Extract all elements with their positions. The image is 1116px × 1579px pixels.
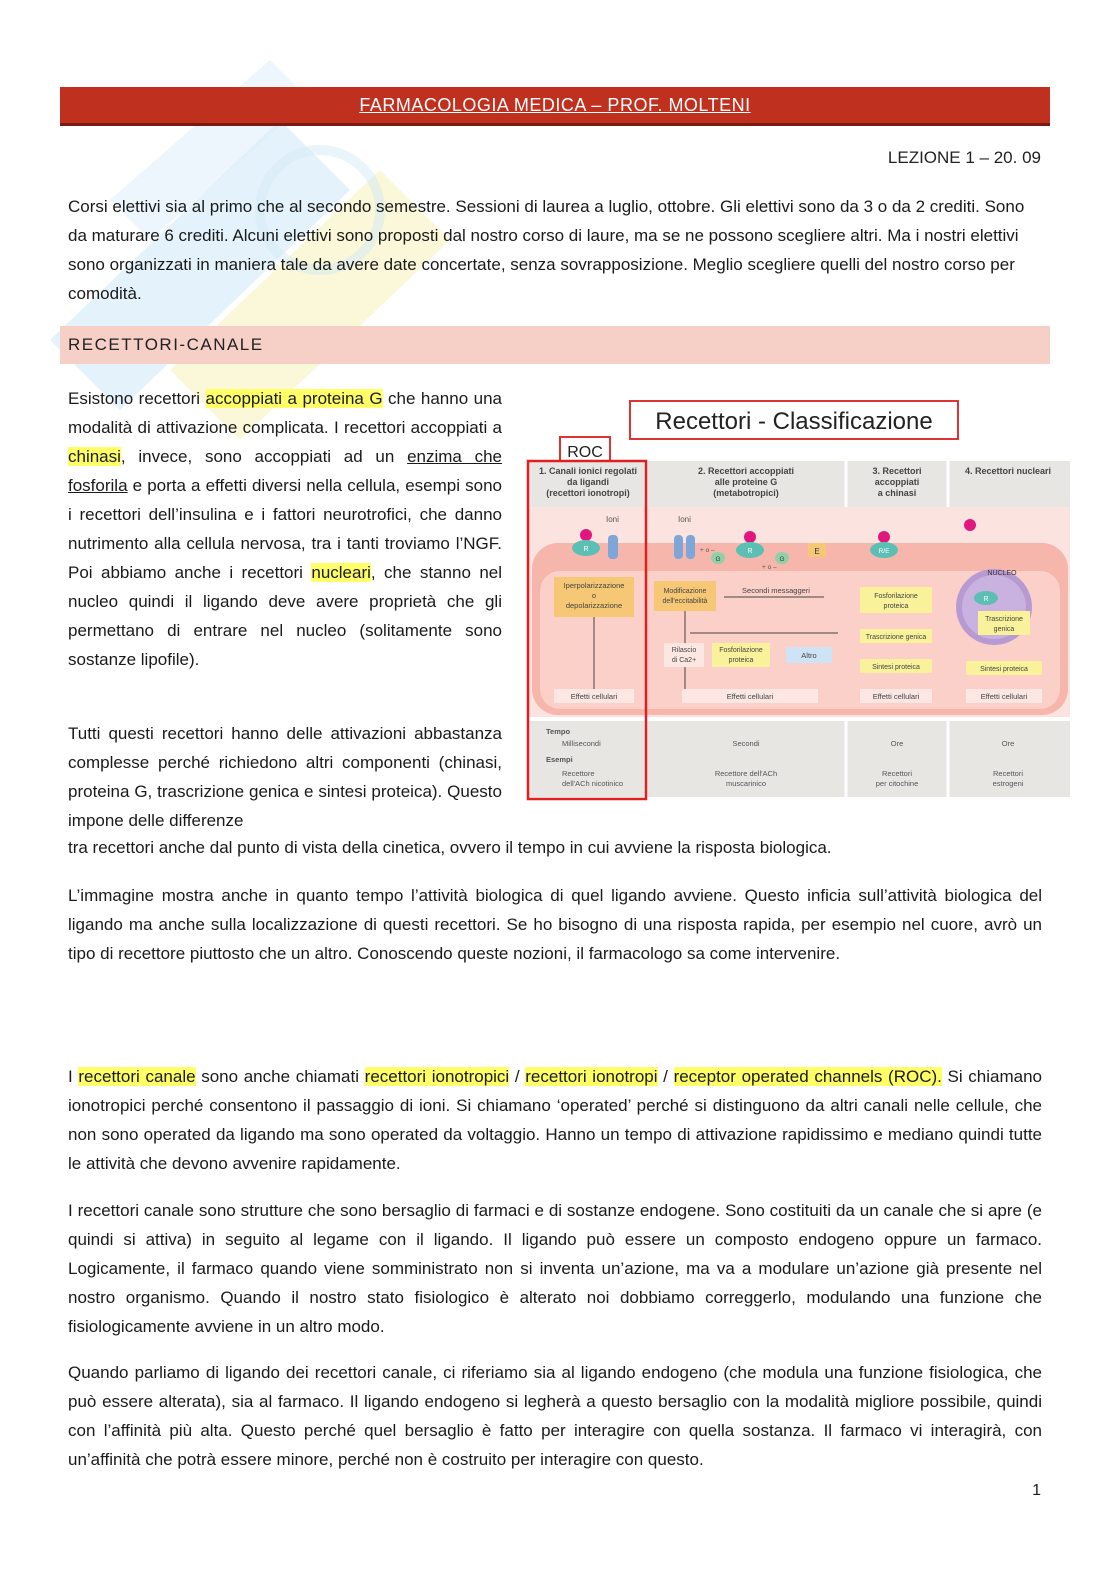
paragraph-6: Quando parliamo di ligando dei recettori canale, ci riferiamo sia al ligando endogeno (che modula una funzione fisiologica, che può essere alterata), sia al farmaco. Il ligando endogeno si legherà a questo bersaglio con la modalità migliore possibile, quindi con l’affinità più alta. Questo perché quel bersaglio è fatto per interagire con quella sostanza. Il farmaco vi interagirà, con un’affinità che potrà essere minore, perché non è costruito per interagire con questo. xyxy=(68,1363,1042,1469)
page-number: 1 xyxy=(1032,1482,1041,1499)
effetti-3: Effetti cellulari xyxy=(872,692,920,701)
esempio-4-line2: estrogeni xyxy=(992,779,1024,788)
col4-header-1: 4. Recettori nucleari xyxy=(964,466,1052,476)
g-protein-1: G xyxy=(715,556,721,563)
figure-title: Recettori - Classificazione xyxy=(655,408,933,435)
iper-2: o xyxy=(591,591,597,600)
col1-header-1: 1. Canali ionici regolati xyxy=(538,466,638,476)
column-paragraph-2-continuation: tra recettori anche dal punto di vista della cinetica, ovvero il tempo in cui avviene la risposta biologica. xyxy=(68,838,832,857)
highlight-term: accoppiati a proteina G xyxy=(205,389,383,408)
nucleo-label: NUCLEO xyxy=(987,570,1017,577)
iper-1: Iperpolarizzazione xyxy=(563,581,625,590)
section-header xyxy=(60,326,1050,364)
tempo-label: Tempo xyxy=(546,727,571,736)
col3-header-2: accoppiati xyxy=(874,477,920,487)
tempo-2: Secondi xyxy=(732,739,760,748)
sintesi-4: Sintesi proteica xyxy=(980,666,1028,673)
esempio-2-line1: Recettore dell'ACh xyxy=(714,769,778,778)
highlight-term: chinasi xyxy=(68,447,121,466)
paragraph-5: I recettori canale sono strutture che sono bersaglio di farmaci e di sostanze endogene. Sono costituiti da un canale che si apre (e quindi si attiva) in seguito al legame con il ligando. Il ligando può essere un composto endogeno oppure un farmaco. Logicamente, il farmaco quando viene somministrato non si inventa un’azione, ma va a modulare un’azione già presente nel nostro organismo. Quando il nostro stato fisiologico è alterato noi dobbiamo correggerlo, modulando una funzione che fisiologicamente avviene in un altro modo. xyxy=(68,1201,1042,1336)
column-paragraph-1: Esistono recettori accoppiati a proteina G che hanno una modalità di attivazione complicata. I recettori accoppiati a chinasi, invece, sono accoppiati ad un enzima che fosforila e porta a effetti diversi nella cellula, esempi sono i recettori dell’insulina e i fattori neurotrofici, che danno nutrimento alla cellula nervosa, tra i tanti troviamo l’NGF. Poi abbiamo anche i recettori nucleari, che stanno nel nucleo quindi il ligando deve avere proprietà che gli permettano di entrare nel nucleo (solitamente sono sostanze lipofile). xyxy=(68,389,503,669)
g-protein-2: G xyxy=(779,556,785,563)
ioni-label-2: Ioni xyxy=(678,515,691,524)
lesson-label: LEZIONE 1 – 20. 09 xyxy=(887,148,1041,167)
esempio-3-line1: Recettori xyxy=(881,769,913,778)
column-paragraph-2: Tutti questi recettori hanno delle attivazioni abbastanza complesse perché richiedono altri componenti (chinasi, proteina G, trascrizione genica e sintesi proteica). Questo impone delle differenze xyxy=(68,724,502,830)
highlight-term: nucleari xyxy=(311,563,371,582)
secondi-messaggeri: Secondi messaggeri xyxy=(742,586,810,595)
esempio-2-line2: muscarinico xyxy=(725,779,767,788)
effector-E: E xyxy=(814,547,820,556)
fosf-prot-3-line1: Fosforilazione xyxy=(874,593,918,600)
effetti-2: Effetti cellulari xyxy=(726,692,774,701)
effetti-1: Effetti cellulari xyxy=(570,692,618,701)
receptor-classification-figure xyxy=(524,395,1074,805)
iper-3: depolarizzazione xyxy=(565,601,623,610)
rilascio-2: di Ca2+ xyxy=(671,657,697,664)
roc-label: ROC xyxy=(567,444,603,461)
receptor-R-4: R xyxy=(983,596,989,603)
modif-2: dell'eccitabilità xyxy=(662,598,708,605)
paragraph-3: L’immagine mostra anche in quanto tempo l’attività biologica di quel ligando avviene. Questo inficia sull’attività biologica del ligando ma anche sulla localizzazione di questi recettori. Se ho bisogno di una risposta rapida, per esempio nel cuore, avrò un tipo di recettore piuttosto che un altro. Conoscendo queste nozioni, il farmacologo sa come intervenire. xyxy=(68,886,1042,963)
intro-paragraph: Corsi elettivi sia al primo che al secondo semestre. Sessioni di laurea a luglio, ottobre. Gli elettivi sono da 3 o da 2 crediti. Sono da maturare 6 crediti. Alcuni elettivi sono proposti dal nostro corso di laure, ma se ne possono scegliere altri. Ma i nostri elettivi sono organizzati in maniera tale da avere date concertate, senza sovrapposizione. Meglio scegliere quelli del nostro corso per comodità. xyxy=(68,197,1025,303)
col1-header-3: (recettori ionotropi) xyxy=(546,488,630,498)
altro-label: Altro xyxy=(801,651,817,660)
modif-1: Modificazione xyxy=(663,588,707,595)
trascrizione-4-line2: genica xyxy=(993,626,1015,633)
section-title: RECETTORI-CANALE xyxy=(68,335,264,354)
col2-header-2: alle proteine G xyxy=(714,477,778,487)
receptor-RE: R/E xyxy=(878,548,890,555)
esempio-3-line2: per citochine xyxy=(875,779,919,788)
esempio-1-line1: Recettore xyxy=(562,769,595,778)
highlight-term: receptor operated channels (ROC). xyxy=(673,1067,942,1086)
receptor-R-1: R xyxy=(583,546,589,553)
col1-header-2: da ligandi xyxy=(566,477,610,487)
fosf-prot-2-line1: Fosforilazione xyxy=(719,647,763,654)
esempio-1-line2: dell'ACh nicotinico xyxy=(562,779,624,788)
esempio-4-line1: Recettori xyxy=(992,769,1024,778)
plus-minus-1: + o – xyxy=(700,547,715,554)
tempo-1: Millisecondi xyxy=(562,739,601,748)
fosf-prot-2-line2: proteica xyxy=(728,657,754,664)
paragraph-4: I recettori canale sono anche chiamati recettori ionotropici / recettori ionotropi / receptor operated channels (ROC). Si chiamano ionotropici perché consentono il passaggio di ioni. Si chiamano ‘operated’ perché si distinguono da altri canali nelle cellule, che non sono operated da ligando ma sono operated da voltaggio. Hanno un tempo di attivazione rapidissimo e mediano quindi tutte le attività che devono avvenire rapidamente. xyxy=(68,1067,1043,1173)
plus-minus-2: + o – xyxy=(762,564,777,571)
tempo-3: Ore xyxy=(890,739,904,748)
trascrizione-3: Trascrizione genica xyxy=(865,634,927,641)
col3-header-3: a chinasi xyxy=(877,488,917,498)
esempi-label: Esempi xyxy=(546,755,573,764)
highlight-term: recettori canale xyxy=(78,1067,196,1086)
receptor-R-2: R xyxy=(747,548,753,555)
highlight-term: recettori ionotropi xyxy=(525,1067,658,1086)
effetti-4: Effetti cellulari xyxy=(980,692,1028,701)
rilascio-1: Rilascio xyxy=(671,647,697,654)
ioni-label-1: Ioni xyxy=(606,515,619,524)
col2-header-1: 2. Recettori accoppiati xyxy=(697,466,795,476)
sintesi-3: Sintesi proteica xyxy=(872,664,920,671)
trascrizione-4-line1: Trascrizione xyxy=(985,616,1023,623)
fosf-prot-3-line2: proteica xyxy=(883,603,909,610)
highlight-term: recettori ionotropici xyxy=(364,1067,510,1086)
col2-header-3: (metabotropici) xyxy=(713,488,779,498)
document-title-bar xyxy=(60,87,1050,126)
col3-header-1: 3. Recettori xyxy=(872,466,922,476)
underlined-term: enzima che fosforila xyxy=(68,447,502,495)
tempo-4: Ore xyxy=(1001,739,1015,748)
document-title: FARMACOLOGIA MEDICA – PROF. MOLTENI xyxy=(359,94,751,115)
